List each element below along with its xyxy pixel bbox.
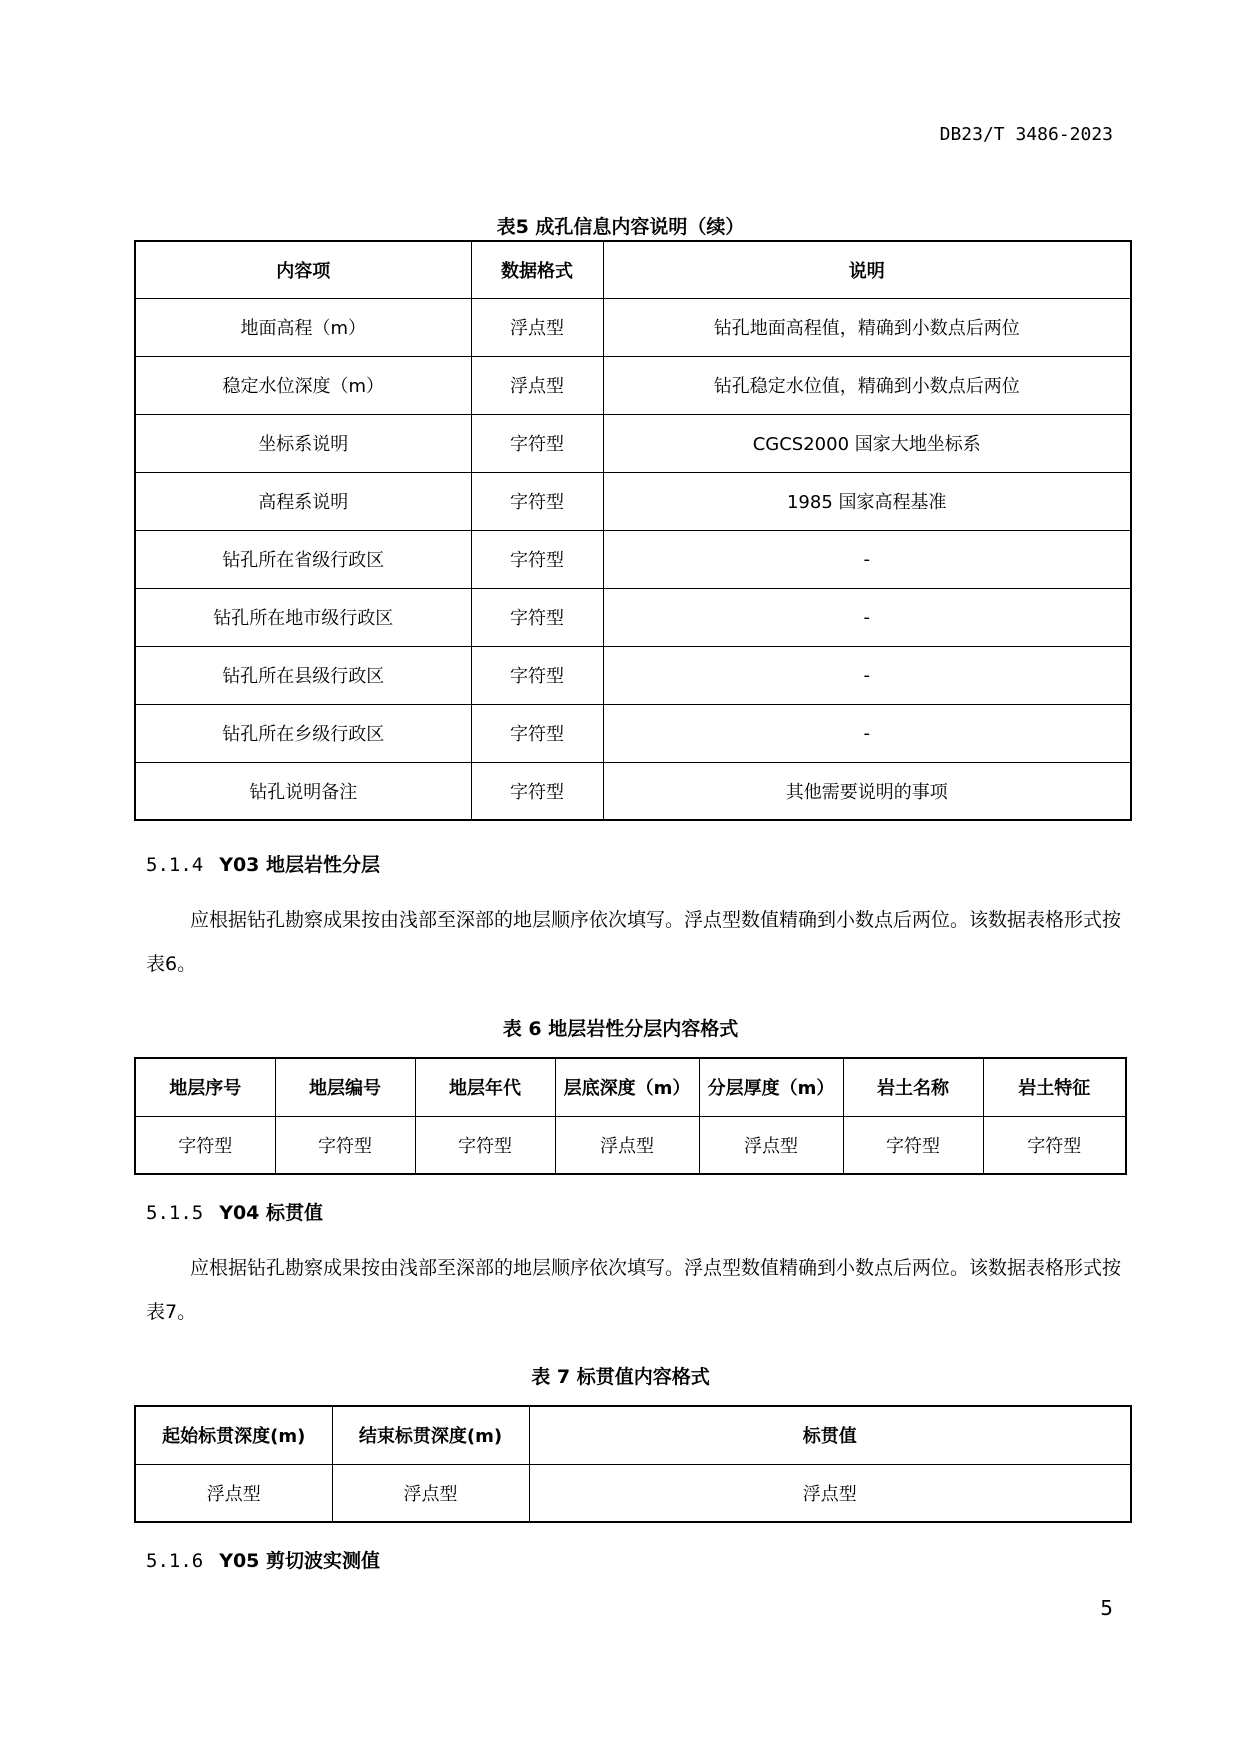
table-cell: - — [603, 530, 1131, 588]
table-cell: - — [603, 646, 1131, 704]
table-cell: 钻孔所在县级行政区 — [135, 646, 471, 704]
section-title: Y03 地层岩性分层 — [219, 854, 381, 876]
table-header-cell: 结束标贯深度(m) — [332, 1406, 529, 1464]
section-number: 5.1.5 — [146, 1202, 204, 1224]
section-5-1-4-heading — [146, 850, 380, 877]
table-row — [135, 356, 1131, 414]
table-cell: 字符型 — [983, 1116, 1126, 1174]
section-5-1-5-heading — [146, 1198, 323, 1225]
table-cell: 字符型 — [471, 472, 603, 530]
table-header-cell: 岩土名称 — [843, 1058, 983, 1116]
table-cell: 字符型 — [471, 762, 603, 820]
table-cell: 字符型 — [415, 1116, 555, 1174]
section-5-1-6-heading — [146, 1546, 380, 1573]
table6 — [134, 1057, 1127, 1175]
table5-header-description: 说明 — [603, 241, 1131, 298]
table6-caption: 表 6 地层岩性分层内容格式 — [502, 1018, 739, 1040]
table-cell: 字符型 — [843, 1116, 983, 1174]
table7-caption: 表 7 标贯值内容格式 — [531, 1366, 710, 1388]
table5-caption: 表5 成孔信息内容说明（续） — [496, 216, 745, 238]
table-header-cell: 起始标贯深度(m) — [135, 1406, 332, 1464]
table-cell: 钻孔所在省级行政区 — [135, 530, 471, 588]
table-header-cell: 地层序号 — [135, 1058, 275, 1116]
table5-header-item: 内容项 — [135, 241, 471, 298]
table-row — [135, 472, 1131, 530]
table7 — [134, 1405, 1132, 1523]
table5 — [134, 240, 1132, 821]
table-cell: 字符型 — [471, 588, 603, 646]
section-number: 5.1.4 — [146, 854, 204, 876]
table-row — [135, 298, 1131, 356]
table-cell: 浮点型 — [699, 1116, 843, 1174]
table-cell: 浮点型 — [332, 1464, 529, 1522]
document-code: DB23/T 3486-2023 — [939, 124, 1113, 145]
table-cell: 1985 国家高程基准 — [603, 472, 1131, 530]
table-cell: 高程系说明 — [135, 472, 471, 530]
section-number: 5.1.6 — [146, 1550, 204, 1572]
table-cell: 浮点型 — [471, 298, 603, 356]
section-5-1-5-paragraph: 应根据钻孔勘察成果按由浅部至深部的地层顺序依次填写。浮点型数值精确到小数点后两位。该数据表格形式按表7。 — [146, 1257, 1122, 1323]
table-cell: - — [603, 588, 1131, 646]
table-cell: 字符型 — [471, 704, 603, 762]
table-row — [135, 530, 1131, 588]
table-header-cell: 地层年代 — [415, 1058, 555, 1116]
section-title: Y04 标贯值 — [219, 1202, 324, 1224]
table-cell: - — [603, 704, 1131, 762]
table-cell: 浮点型 — [135, 1464, 332, 1522]
table-header-cell: 层底深度（m） — [555, 1058, 699, 1116]
table-row — [135, 646, 1131, 704]
table-cell: 字符型 — [471, 646, 603, 704]
table-row — [135, 588, 1131, 646]
table-cell: 地面高程（m） — [135, 298, 471, 356]
table-cell: 坐标系说明 — [135, 414, 471, 472]
table-cell: CGCS2000 国家大地坐标系 — [603, 414, 1131, 472]
table-cell: 字符型 — [135, 1116, 275, 1174]
section-5-1-4-paragraph: 应根据钻孔勘察成果按由浅部至深部的地层顺序依次填写。浮点型数值精确到小数点后两位。该数据表格形式按表6。 — [146, 909, 1122, 975]
table-cell: 浮点型 — [529, 1464, 1131, 1522]
table-cell: 浮点型 — [471, 356, 603, 414]
page-number: 5 — [1100, 1596, 1113, 1620]
table-row — [135, 704, 1131, 762]
table-cell: 钻孔说明备注 — [135, 762, 471, 820]
table-cell: 钻孔所在地市级行政区 — [135, 588, 471, 646]
table-cell: 钻孔稳定水位值，精确到小数点后两位 — [603, 356, 1131, 414]
table-cell: 字符型 — [275, 1116, 415, 1174]
section-title: Y05 剪切波实测值 — [219, 1550, 381, 1572]
table-header-cell: 标贯值 — [529, 1406, 1131, 1464]
table-cell: 稳定水位深度（m） — [135, 356, 471, 414]
table-header-cell: 岩土特征 — [983, 1058, 1126, 1116]
table-cell: 钻孔所在乡级行政区 — [135, 704, 471, 762]
table-header-cell: 分层厚度（m） — [699, 1058, 843, 1116]
table-header-cell: 地层编号 — [275, 1058, 415, 1116]
table-row — [135, 414, 1131, 472]
table-cell: 字符型 — [471, 414, 603, 472]
table5-header-format: 数据格式 — [471, 241, 603, 298]
table-cell: 浮点型 — [555, 1116, 699, 1174]
table-row — [135, 762, 1131, 820]
table-cell: 其他需要说明的事项 — [603, 762, 1131, 820]
table-cell: 字符型 — [471, 530, 603, 588]
table-cell: 钻孔地面高程值，精确到小数点后两位 — [603, 298, 1131, 356]
